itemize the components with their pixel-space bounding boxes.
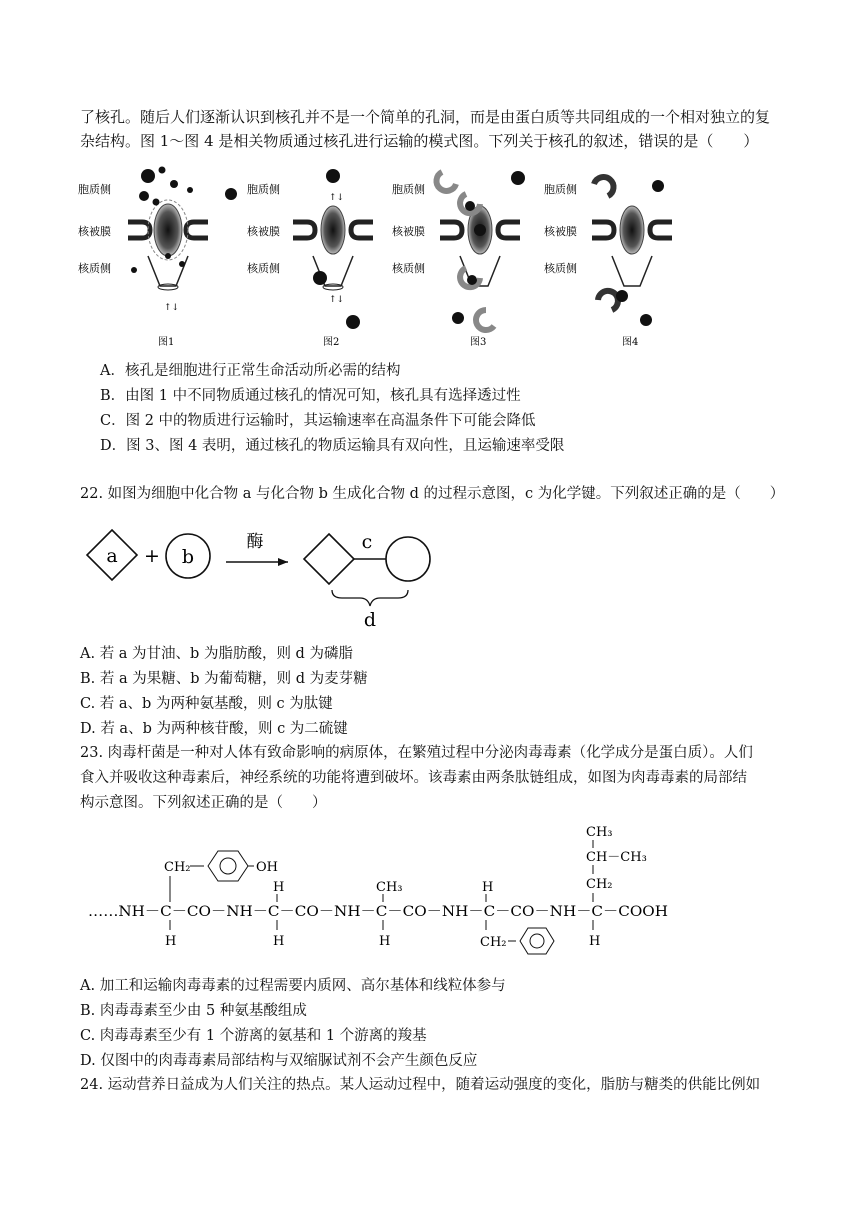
product-diamond [304, 534, 354, 584]
caption-3: 图3 [470, 337, 487, 348]
svg-text:H: H [589, 934, 601, 949]
r1-ch2: CH₂ [164, 860, 191, 875]
label-nucleoplasm-4: 核质侧 [544, 262, 577, 275]
r1-oh: OH [256, 860, 278, 875]
q22-stem: 22. 如图为细胞中化合物 a 与化合物 b 生成化合物 d 的过程示意图，c 为化学键。下列叙述正确的是（ ） [80, 486, 785, 502]
svg-text:CH₃: CH₃ [376, 880, 403, 895]
label-envelope-4: 核被膜 [544, 225, 577, 238]
svg-text:H: H [273, 880, 285, 895]
bond-c-label: c [361, 531, 373, 553]
q22-option-c: C. 若 a、b 为两种氨基酸，则 c 为肽键 [80, 696, 333, 712]
svg-text:H: H [165, 934, 177, 949]
label-cytoplasm-3: 胞质侧 [392, 183, 425, 196]
product-circle [386, 537, 430, 581]
svg-text:H: H [379, 934, 391, 949]
q23-stem-line1: 23. 肉毒杆菌是一种对人体有致命影响的病原体，在繁殖过程中分泌肉毒毒素（化学成分是蛋白质）。人们 [80, 745, 753, 761]
q21-option-d: D．图 3、图 4 表明，通过核孔的物质运输具有双向性，且运输速率受限 [100, 438, 565, 454]
caption-2: 图2 [323, 337, 340, 348]
svg-text:CH₂: CH₂ [586, 877, 613, 892]
brace [332, 590, 408, 606]
q21-option-b: B．由图 1 中不同物质通过核孔的情况可知，核孔具有选择透过性 [100, 388, 521, 404]
label-cytoplasm-2: 胞质侧 [247, 183, 280, 196]
svg-text:↑↓: ↑↓ [329, 295, 345, 305]
caption-4: 图4 [622, 337, 639, 348]
compound-a-label: a [106, 545, 118, 567]
svg-text:↑↓: ↑↓ [164, 303, 180, 313]
benzene-ring-1 [208, 851, 248, 881]
compound-b-label: b [181, 546, 195, 568]
svg-text:H: H [482, 880, 494, 895]
q21-intro-line2: 杂结构。图 1～图 4 是相关物质通过核孔进行运输的模式图。下列关于核孔的叙述，错误的是（ ） [80, 132, 759, 150]
svg-text:CH₂: CH₂ [480, 935, 507, 950]
figure-panel-1 [78, 167, 208, 349]
q22-option-a: A. 若 a 为甘油、b 为脂肪酸，则 d 为磷脂 [80, 646, 353, 662]
svg-text:CH₃: CH₃ [586, 825, 613, 840]
peptide-chain: ……NH－C－CO－NH－C－CO－NH－C－CO－NH－C－CO－NH－C－COOH [88, 904, 668, 920]
svg-text:CH－CH₃: CH－CH₃ [586, 850, 647, 865]
enzyme-label: 酶 [246, 532, 264, 552]
q21-intro-line1: 了核孔。随后人们逐渐认识到核孔并不是一个简单的孔洞，而是由蛋白质等共同组成的一个相对独立的复 [80, 108, 771, 126]
label-nucleoplasm-1: 核质侧 [78, 262, 111, 275]
nuclear-pore-figures [70, 160, 680, 350]
q22-option-b: B. 若 a 为果糖、b 为葡萄糖，则 d 为麦芽糖 [80, 671, 368, 687]
q21-option-c: C．图 2 中的物质进行运输时，其运输速率在高温条件下可能会降低 [100, 413, 536, 429]
figure-panel-2 [225, 169, 373, 348]
label-envelope-2: 核被膜 [247, 225, 280, 238]
label-envelope-3: 核被膜 [392, 225, 425, 238]
label-envelope-1: 核被膜 [78, 225, 111, 238]
q24-stem-line1: 24. 运动营养日益成为人们关注的热点。某人运动过程中，随着运动强度的变化，脂肪与糖类的供能比例如 [80, 1077, 761, 1093]
label-nucleoplasm-2: 核质侧 [247, 262, 280, 275]
reaction-diagram [80, 522, 440, 632]
label-cytoplasm-1: 胞质侧 [78, 183, 111, 196]
product-d-label: d [363, 609, 377, 631]
q23-option-b: B. 肉毒毒素至少由 5 种氨基酸组成 [80, 1003, 307, 1019]
benzene-ring-2 [520, 928, 554, 954]
caption-1: 图1 [158, 337, 175, 348]
q23-option-d: D. 仅图中的肉毒毒素局部结构与双缩脲试剂不会产生颜色反应 [80, 1053, 478, 1069]
figure-panel-3 [392, 171, 525, 348]
q23-stem-line3: 构示意图。下列叙述正确的是（ ） [80, 795, 327, 811]
label-nucleoplasm-3: 核质侧 [392, 262, 425, 275]
q23-option-c: C. 肉毒毒素至少有 1 个游离的氨基和 1 个游离的羧基 [80, 1028, 427, 1044]
q22-option-d: D. 若 a、b 为两种核苷酸，则 c 为二硫键 [80, 721, 348, 737]
q21-option-a: A．核孔是细胞进行正常生命活动所必需的结构 [100, 363, 401, 379]
svg-text:H: H [273, 934, 285, 949]
q23-option-a: A. 加工和运输肉毒毒素的过程需要内质网、高尔基体和线粒体参与 [80, 978, 506, 994]
svg-text:↑↓: ↑↓ [329, 193, 345, 203]
peptide-structure [80, 818, 680, 968]
plus-sign: + [144, 545, 160, 567]
label-cytoplasm-4: 胞质侧 [544, 183, 577, 196]
figure-panel-4 [544, 177, 672, 348]
q23-stem-line2: 食入并吸收这种毒素后，神经系统的功能将遭到破坏。该毒素由两条肽链组成，如图为肉毒毒素的局部结 [80, 770, 747, 786]
